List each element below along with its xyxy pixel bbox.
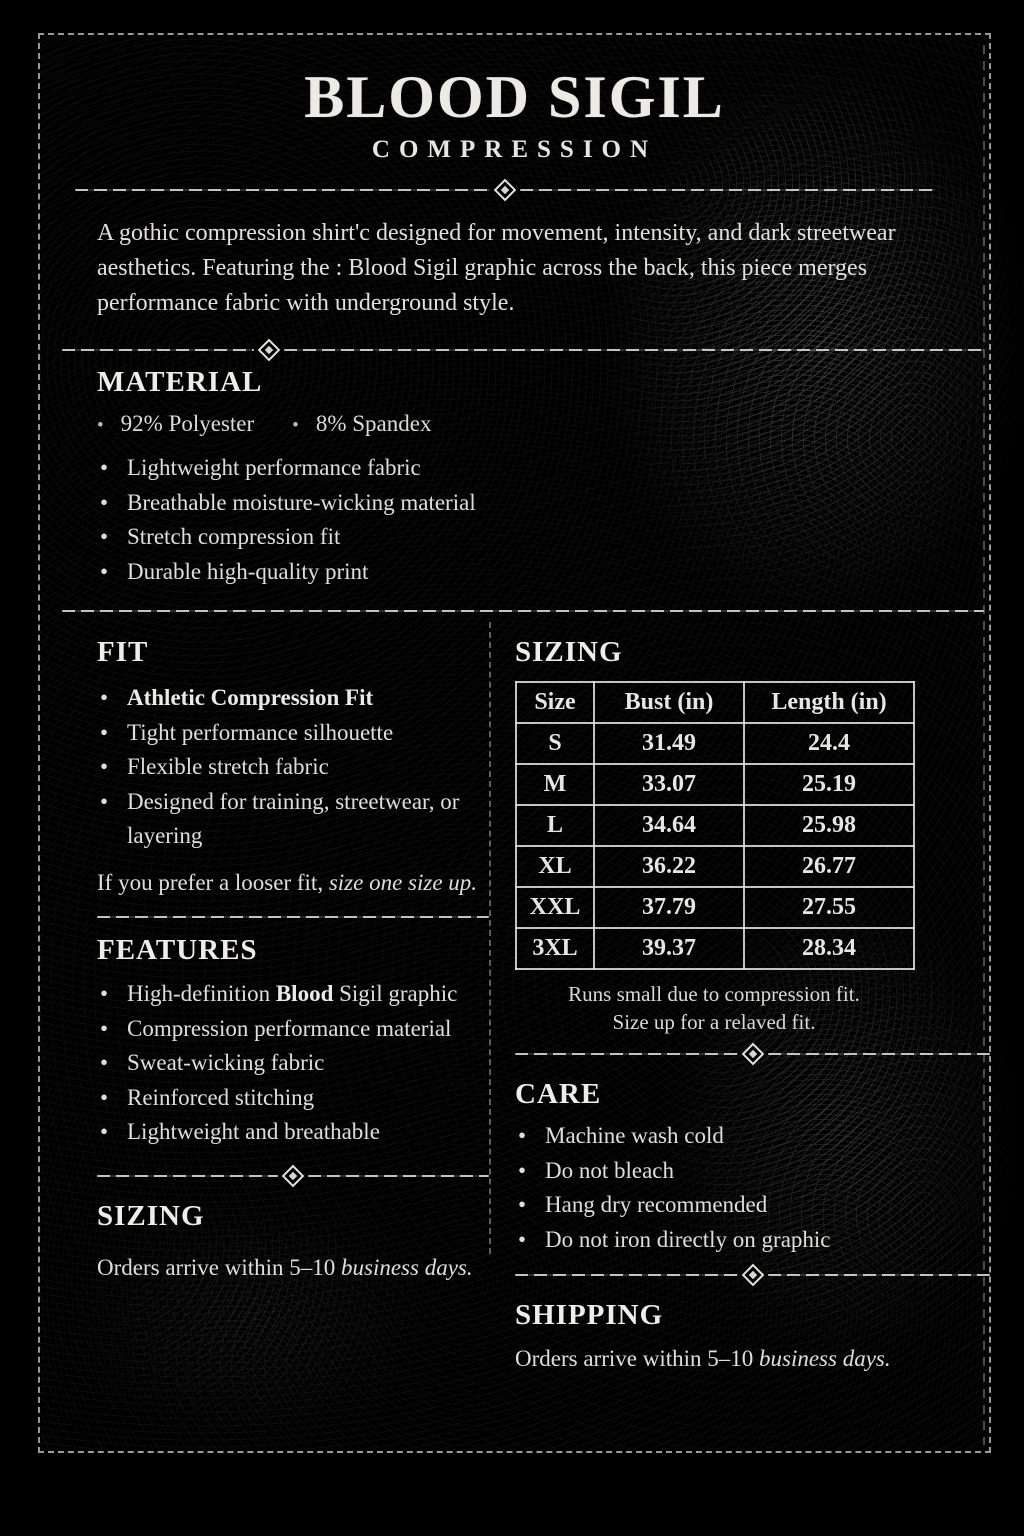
list-item	[97, 785, 489, 854]
table-row	[516, 764, 914, 805]
note-italic: business days.	[759, 1346, 891, 1372]
list-item	[97, 1081, 489, 1116]
diamond-ornament-icon	[258, 339, 281, 362]
list-item	[97, 486, 945, 521]
length-cell: 28.34	[744, 928, 914, 969]
diamond-ornament-icon	[494, 179, 517, 202]
divider-line	[284, 349, 984, 351]
bullet-icon	[292, 411, 316, 437]
divider-line	[62, 349, 254, 351]
bust-cell: 37.79	[594, 887, 744, 928]
composition-label: 8% Spandex	[315, 411, 432, 436]
note-text: Orders arrive within 5–10	[515, 1346, 759, 1372]
list-item-text: Breathable moisture-wicking material	[127, 489, 476, 515]
size-cell: L	[516, 805, 594, 846]
sizing-left-heading: SIZING	[97, 1199, 205, 1232]
list-item	[515, 1223, 990, 1258]
list-item	[97, 716, 489, 751]
section-divider	[62, 610, 984, 612]
list-item-text: Lightweight performance fabric	[127, 455, 421, 480]
list-item	[97, 451, 945, 486]
note-line: Runs small due to compression fit.	[568, 982, 860, 1006]
length-cell: 27.55	[744, 887, 914, 928]
header	[38, 64, 991, 164]
divider-line	[520, 189, 935, 191]
note-text: Orders arrive within 5–10	[97, 1254, 341, 1280]
material-composition	[97, 411, 945, 437]
material-list	[97, 451, 945, 589]
product-description: A gothic compression shirt'c designed for movement, intensity, and dark streetwear aesthetics. Featuring the : Blood Sigil graphic across the back, this piece merges performance fabric with underground style.	[97, 220, 896, 316]
divider-line	[768, 1053, 991, 1055]
list-item-text: Compression performance material	[127, 1015, 452, 1041]
table-row	[516, 928, 914, 969]
column-divider	[489, 622, 491, 1254]
fit-heading: FIT	[97, 636, 149, 668]
features-list	[97, 977, 489, 1150]
table-row	[516, 805, 914, 846]
list-item	[515, 1119, 990, 1154]
section-divider	[515, 1046, 990, 1062]
size-cell: 3XL	[516, 928, 594, 969]
list-item	[97, 1046, 489, 1081]
list-item-text: Sigil graphic	[333, 980, 458, 1006]
list-item-bold: Blood	[275, 980, 334, 1006]
list-item-text: Sweat-wicking fabric	[127, 1050, 325, 1076]
divider-line	[97, 916, 489, 918]
length-cell: 24.4	[744, 723, 914, 764]
bust-cell: 33.07	[594, 764, 744, 805]
list-item	[97, 750, 489, 785]
section-divider	[515, 1267, 990, 1283]
product-title: BLOOD SIGIL	[304, 64, 725, 130]
list-item	[97, 977, 489, 1012]
list-item-text: Machine wash cold	[545, 1123, 724, 1148]
sizing-table	[515, 681, 915, 970]
sizing-table-heading: SIZING	[515, 636, 623, 668]
care-list	[515, 1119, 990, 1257]
composition-label: 92% Polyester	[120, 411, 255, 436]
divider-line	[515, 1274, 738, 1276]
length-cell: 25.19	[744, 764, 914, 805]
note-line: Size up for a relaved fit.	[612, 1010, 816, 1034]
material-heading: MATERIAL	[97, 366, 263, 398]
size-cell: S	[516, 723, 594, 764]
left-column	[97, 636, 489, 1281]
size-cell: M	[516, 764, 594, 805]
table-row	[516, 723, 914, 764]
list-item-text: Tight performance silhouette	[127, 719, 394, 745]
divider-line	[768, 1274, 991, 1276]
list-item-text: Athletic Compression Fit	[127, 685, 374, 710]
list-item-text: Hang dry recommended	[545, 1192, 768, 1218]
length-cell: 26.77	[744, 846, 914, 887]
list-item-text: Reinforced stitching	[127, 1084, 315, 1110]
diamond-ornament-icon	[741, 1264, 764, 1287]
list-item-text: Do not iron directly on graphic	[545, 1226, 831, 1252]
title-divider	[75, 182, 935, 198]
divider-line	[515, 1053, 738, 1055]
list-item	[97, 520, 945, 555]
bust-cell: 36.22	[594, 846, 744, 887]
bullet-icon	[97, 411, 121, 437]
shipping-note	[515, 1346, 990, 1372]
bust-cell: 39.37	[594, 928, 744, 969]
composition-item	[97, 411, 254, 437]
bust-cell: 34.64	[594, 805, 744, 846]
size-cell: XXL	[516, 887, 594, 928]
fit-note	[97, 870, 489, 896]
list-item	[97, 681, 489, 716]
divider-line	[308, 1175, 489, 1177]
column-header-bust: Bust (in)	[594, 682, 744, 723]
sizing-table-note	[515, 980, 913, 1036]
list-item	[97, 1115, 489, 1150]
list-item-text: Durable high-quality print	[127, 558, 369, 584]
right-column	[515, 636, 990, 1372]
composition-item	[292, 411, 431, 437]
list-item	[97, 555, 945, 590]
list-item-text: High-definition	[127, 980, 276, 1006]
table-row	[516, 846, 914, 887]
length-cell: 25.98	[744, 805, 914, 846]
list-item-text: Do not bleach	[545, 1157, 675, 1183]
divider-line	[75, 189, 490, 191]
product-subtitle: COMPRESSION	[371, 136, 658, 163]
section-divider	[97, 1168, 489, 1184]
divider-line	[62, 610, 984, 612]
divider-line	[97, 1175, 278, 1177]
list-item	[515, 1188, 990, 1223]
features-heading: FEATURES	[97, 933, 258, 966]
column-header-size: Size	[516, 682, 594, 723]
list-item-text: Stretch compression fit	[127, 524, 341, 550]
sizing-left-note	[97, 1255, 489, 1281]
section-divider	[62, 342, 984, 358]
section-divider	[97, 916, 489, 918]
size-cell: XL	[516, 846, 594, 887]
bust-cell: 31.49	[594, 723, 744, 764]
shipping-heading: SHIPPING	[515, 1299, 664, 1332]
list-item-text: Flexible stretch fabric	[127, 754, 329, 780]
list-item-text: Designed for training, streetwear, or layering	[127, 788, 460, 849]
note-italic: business days.	[341, 1254, 473, 1280]
diamond-ornament-icon	[741, 1043, 764, 1066]
table-header-row	[516, 682, 914, 723]
material-section	[97, 366, 945, 589]
column-header-length: Length (in)	[744, 682, 914, 723]
fit-note-text: If you prefer a looser fit,	[97, 869, 329, 895]
care-heading: CARE	[515, 1078, 602, 1110]
table-row	[516, 887, 914, 928]
fit-list	[97, 681, 489, 854]
fit-note-italic: size one size up.	[328, 869, 478, 895]
list-item-text: Lightweight and breathable	[127, 1119, 380, 1145]
list-item	[515, 1154, 990, 1189]
list-item	[97, 1012, 489, 1047]
diamond-ornament-icon	[282, 1165, 305, 1188]
